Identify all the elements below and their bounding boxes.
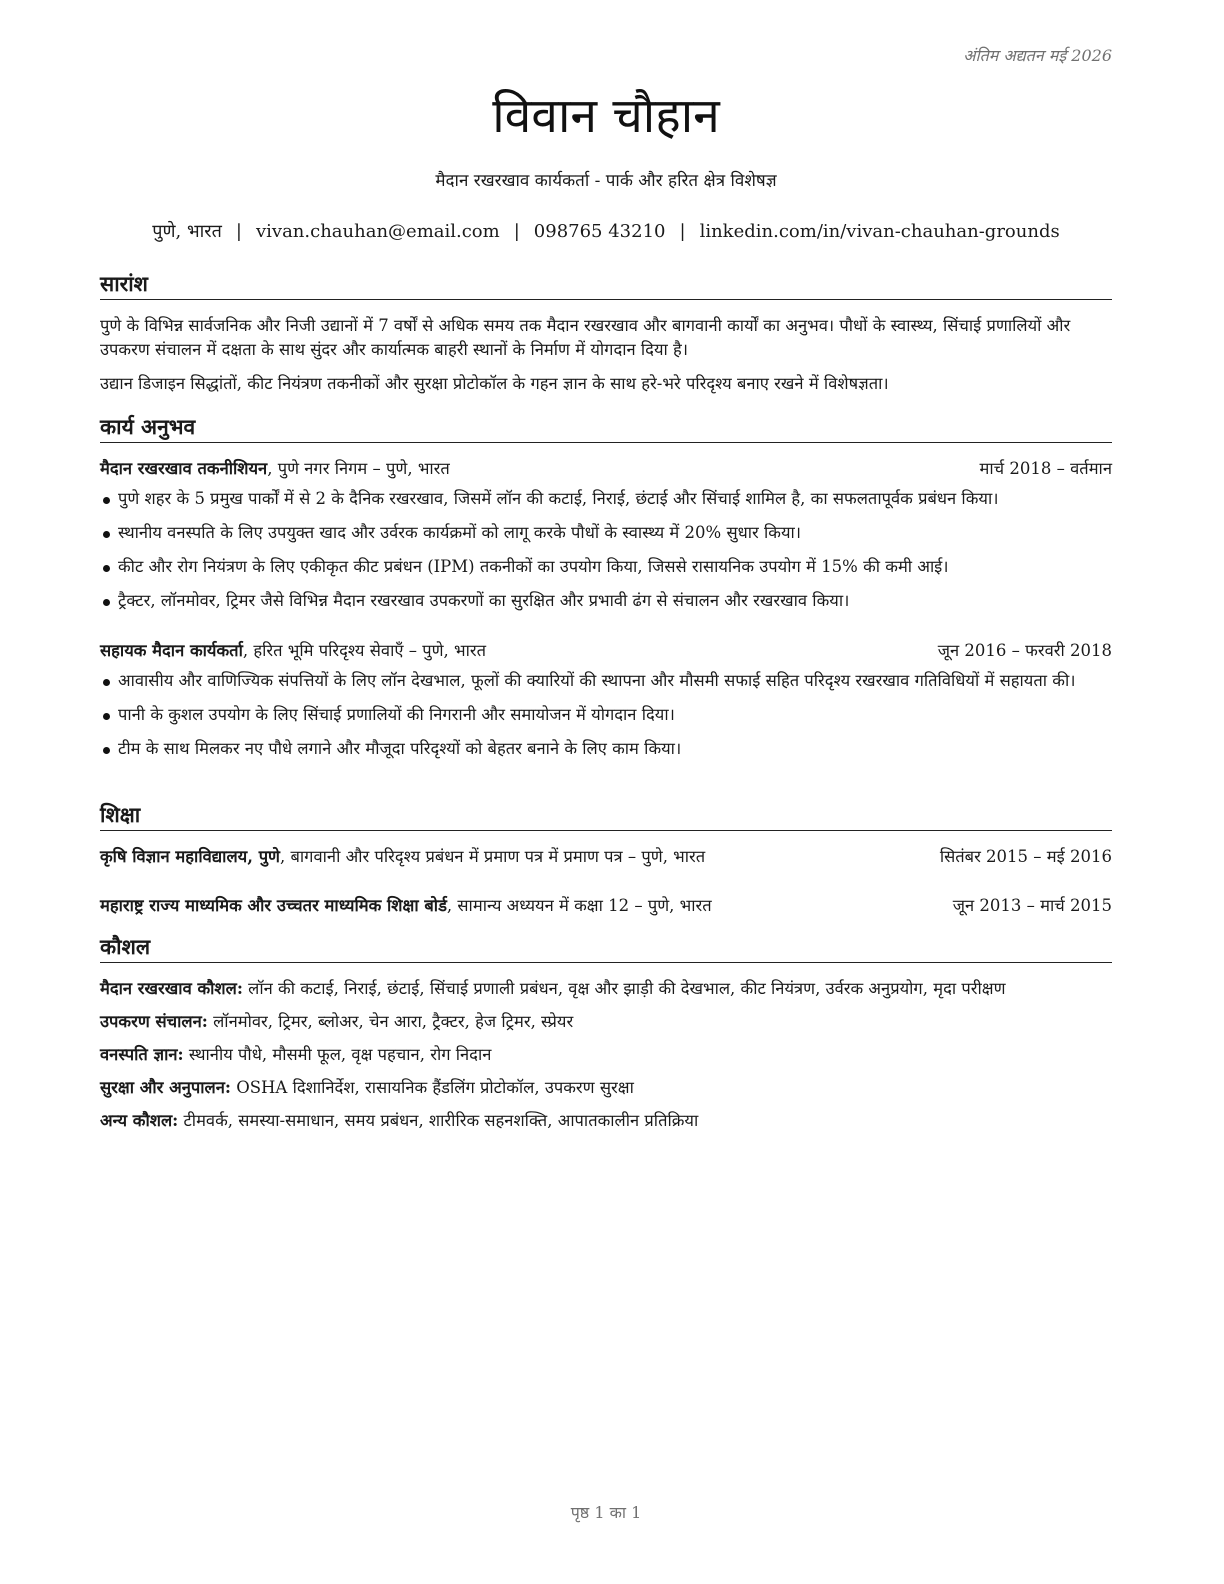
summary-section [100, 270, 1112, 396]
job-header [100, 639, 1112, 663]
job-bullet: ट्रैक्टर, लॉनमोवर, ट्रिमर जैसे विभिन्न मैदान रखरखाव उपकरणों का सुरक्षित और प्रभावी ढंग से संचालन और रखरखाव किया। [100, 589, 1112, 613]
job-dates: मार्च 2018 – वर्तमान [979, 459, 1112, 478]
contact-separator: | [235, 221, 242, 242]
contact-separator: | [679, 221, 686, 242]
section-title-experience: कार्य अनुभव [100, 413, 1112, 443]
contact-line [100, 219, 1112, 243]
job-bullet: स्थानीय वनस्पति के लिए उपयुक्त खाद और उर्वरक कार्यक्रमों को लागू करके पौधों के स्वास्थ्य में 20% सुधार किया। [100, 521, 1112, 545]
section-title-summary: सारांश [100, 270, 1112, 300]
job-role: सहायक मैदान कार्यकर्ता [100, 641, 243, 660]
contact-email[interactable]: vivan.chauhan@email.com [255, 221, 500, 242]
education-line [100, 894, 712, 918]
education-institution: कृषि विज्ञान महाविद्यालय, पुणे [100, 847, 280, 866]
skill-line [100, 1076, 1112, 1100]
page-number: पृष्ठ 1 का 1 [570, 1503, 642, 1522]
education-entry [100, 894, 1112, 918]
skill-line [100, 977, 1112, 1001]
contact-phone[interactable]: 098765 43210 [533, 221, 666, 242]
summary-paragraph: उद्यान डिजाइन सिद्धांतों, कीट नियंत्रण तकनीकों और सुरक्षा प्रोटोकॉल के गहन ज्ञान के साथ हरे-भरे परिदृश्य बनाए रखने में विशेषज्ञता। [100, 374, 889, 393]
candidate-name: विवान चौहान [492, 88, 720, 144]
education-institution: महाराष्ट्र राज्य माध्यमिक और उच्चतर माध्यमिक शिक्षा बोर्ड [100, 896, 447, 915]
job-bullet: पानी के कुशल उपयोग के लिए सिंचाई प्रणालियों की निगरानी और समायोजन में योगदान दिया। [100, 703, 1112, 727]
skill-label: वनस्पति ज्ञान: [100, 1045, 184, 1064]
education-detail: , सामान्य अध्ययन में कक्षा 12 – पुणे, भारत [446, 896, 712, 915]
skill-value: लॉनमोवर, ट्रिमर, ब्लोअर, चेन आरा, ट्रैक्टर, हेज ट्रिमर, स्प्रेयर [207, 1012, 574, 1031]
skill-label: सुरक्षा और अनुपालन: [100, 1078, 231, 1097]
job-title-line [100, 457, 450, 481]
job-bullets [100, 487, 1112, 613]
job-bullet: कीट और रोग नियंत्रण के लिए एकीकृत कीट प्रबंधन (IPM) तकनीकों का उपयोग किया, जिससे रासायनिक उपयोग में 15% की कमी आई। [100, 555, 1112, 579]
job-bullets [100, 669, 1112, 761]
job-bullet: टीम के साथ मिलकर नए पौधे लगाने और मौजूदा परिदृश्यों को बेहतर बनाने के लिए काम किया। [100, 737, 1112, 761]
skill-label: उपकरण संचालन: [100, 1012, 208, 1031]
skill-label: अन्य कौशल: [100, 1111, 179, 1130]
summary-paragraph: पुणे के विभिन्न सार्वजनिक और निजी उद्यानों में 7 वर्षों से अधिक समय तक मैदान रखरखाव और बागवानी कार्यों का अनुभव। पौधों के स्वास्थ्य, सिंचाई प्रणालियों और उपकरण संचालन में दक्षता के साथ सुंदर और कार्यात्मक बाहरी स्थानों के निर्माण में योगदान दिया है। [100, 316, 1071, 359]
skill-line [100, 1109, 1112, 1133]
job-entry [100, 639, 1112, 761]
job-header [100, 457, 1112, 481]
resume-page [100, 0, 1112, 1584]
job-org: , हरित भूमि परिदृश्य सेवाएँ – पुणे, भारत [242, 641, 487, 660]
section-title-skills: कौशल [100, 933, 1112, 963]
contact-linkedin[interactable]: linkedin.com/in/vivan-chauhan-grounds [699, 221, 1060, 242]
job-bullet: पुणे शहर के 5 प्रमुख पार्कों में से 2 के दैनिक रखरखाव, जिसमें लॉन की कटाई, निराई, छंटाई और सिंचाई शामिल है, का सफलतापूर्वक प्रबंधन किया। [100, 487, 1112, 511]
education-dates: जून 2013 – मार्च 2015 [952, 896, 1112, 915]
skill-line [100, 1010, 1112, 1034]
contact-location: पुणे, भारत [152, 221, 222, 242]
education-dates: सितंबर 2015 – मई 2016 [939, 847, 1112, 866]
section-title-education: शिक्षा [100, 801, 1112, 831]
job-org: , पुणे नगर निगम – पुणे, भारत [267, 459, 450, 478]
experience-section [100, 413, 1112, 761]
education-section [100, 801, 1112, 918]
skill-value: टीमवर्क, समस्या-समाधान, समय प्रबंधन, शारीरिक सहनशक्ति, आपातकालीन प्रतिक्रिया [178, 1111, 699, 1130]
skill-line [100, 1043, 1112, 1067]
education-line [100, 845, 705, 869]
skill-label: मैदान रखरखाव कौशल: [100, 979, 243, 998]
job-role: मैदान रखरखाव तकनीशियन [100, 459, 268, 478]
job-entry [100, 457, 1112, 613]
skill-value: OSHA दिशानिर्देश, रासायनिक हैंडलिंग प्रोटोकॉल, उपकरण सुरक्षा [230, 1078, 634, 1097]
education-detail: , बागवानी और परिदृश्य प्रबंधन में प्रमाण पत्र में प्रमाण पत्र – पुणे, भारत [280, 847, 706, 866]
skill-value: स्थानीय पौधे, मौसमी फूल, वृक्ष पहचान, रोग निदान [183, 1045, 492, 1064]
contact-separator: | [513, 221, 520, 242]
job-dates: जून 2016 – फरवरी 2018 [937, 641, 1112, 660]
skill-value: लॉन की कटाई, निराई, छंटाई, सिंचाई प्रणाली प्रबंधन, वृक्ष और झाड़ी की देखभाल, कीट नियंत्रण, उर्वरक अनुप्रयोग, मृदा परीक्षण [242, 979, 1006, 998]
headline: मैदान रखरखाव कार्यकर्ता - पार्क और हरित क्षेत्र विशेषज्ञ [435, 171, 777, 191]
education-entry [100, 845, 1112, 869]
job-bullet: आवासीय और वाणिज्यिक संपत्तियों के लिए लॉन देखभाल, फूलों की क्यारियों की स्थापना और मौसमी सफाई सहित परिदृश्य रखरखाव गतिविधियों में सहायता की। [100, 669, 1112, 693]
skills-section [100, 933, 1112, 1133]
job-title-line [100, 639, 486, 663]
last-updated: अंतिम अद्यतन मई 2026 [963, 46, 1112, 65]
